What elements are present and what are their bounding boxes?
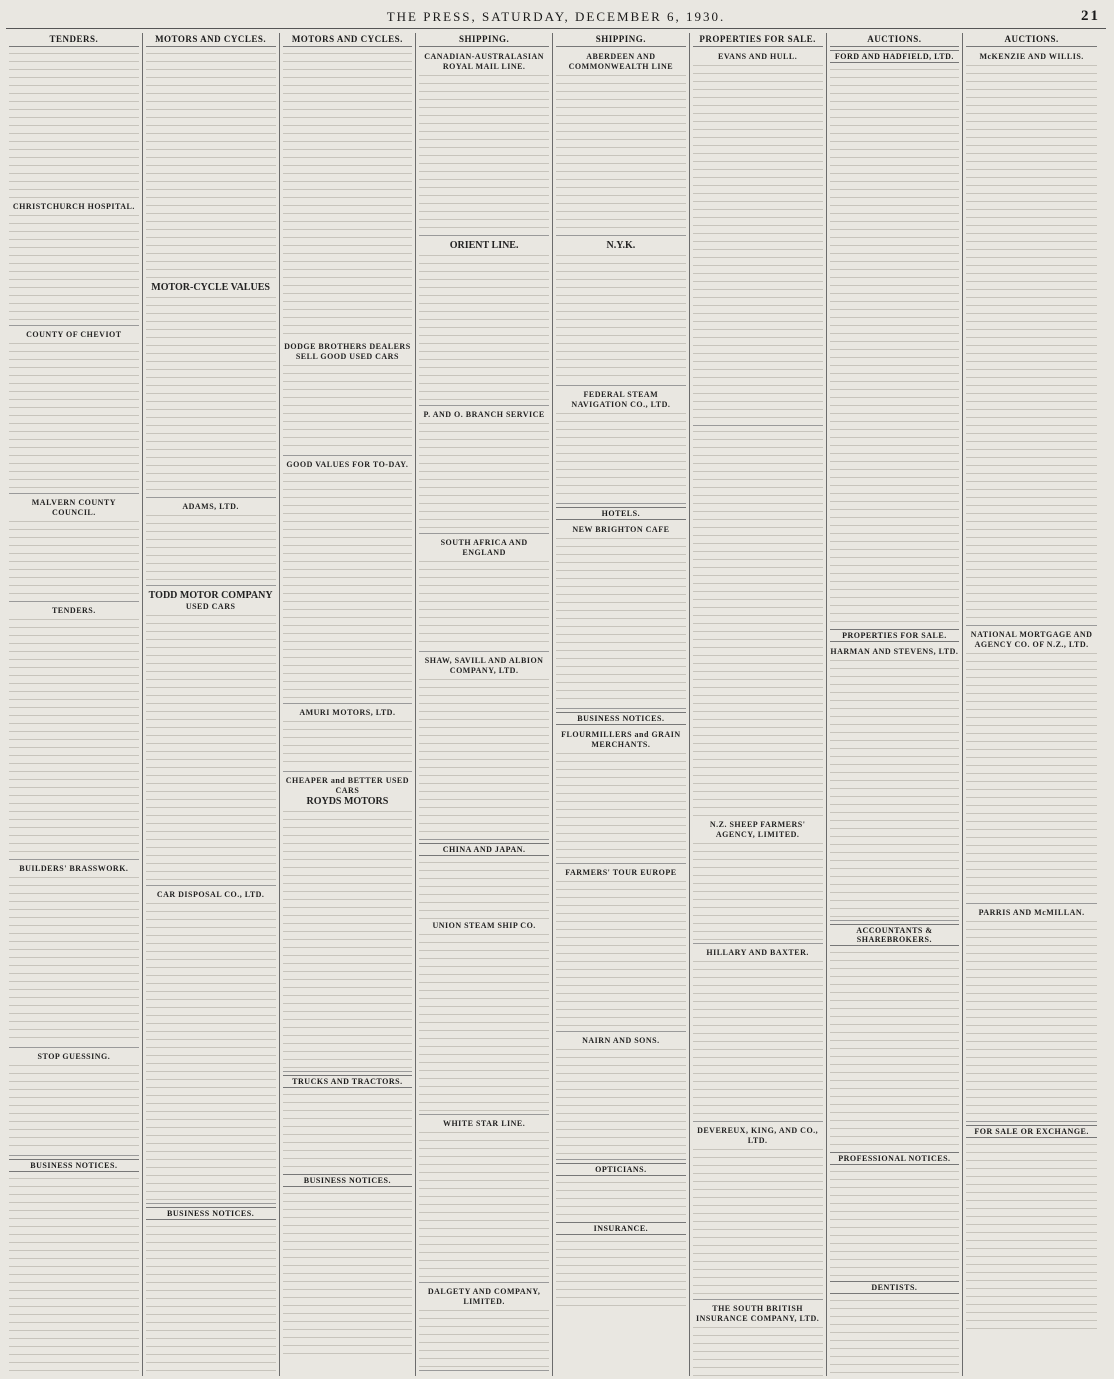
ad [9,496,139,602]
ad [556,388,686,504]
section-heading: FORD AND HADFIELD, LTD. [830,50,960,63]
ad [693,1124,823,1300]
ad [693,946,823,1122]
text-block [283,1091,413,1171]
ad-heading: McKENZIE AND WILLIS. [979,52,1084,61]
ad [830,645,960,921]
ad-heading: NAIRN AND SONS. [582,1036,660,1045]
section-heading: BUSINESS NOTICES. [9,1159,139,1172]
ad-heading: EVANS AND HULL. [718,52,798,61]
section-heading: INSURANCE. [556,1222,686,1235]
ad [556,523,686,709]
section-heading: HOTELS. [556,507,686,520]
text-block [830,949,960,1149]
column-shipping-1 [416,33,553,1376]
ad [9,1050,139,1156]
text-block [830,66,960,626]
ad [419,50,549,236]
ad [556,1034,686,1160]
column-heading: PROPERTIES FOR SALE. [693,33,823,47]
text-block [830,1297,960,1376]
section-heading: ACCOUNTANTS & SHAREBROKERS. [830,924,960,946]
text-block [419,859,549,919]
ad [146,888,276,1204]
section-heading: BUSINESS NOTICES. [556,712,686,725]
text-block [9,1175,139,1375]
ad [556,238,686,386]
column-heading: MOTORS AND CYCLES. [146,33,276,47]
ad [9,200,139,326]
section-heading: FOR SALE OR EXCHANGE. [966,1125,1097,1138]
column-auctions-1 [827,33,964,1376]
ad-heading: DALGETY AND COMPANY, LIMITED. [427,1287,541,1306]
text-block [693,428,823,818]
section-heading: PROPERTIES FOR SALE. [830,629,960,642]
ad-heading: FLOURMILLERS and GRAIN MERCHANTS. [561,730,681,749]
ad [283,706,413,772]
section-heading: TRUCKS AND TRACTORS. [283,1075,413,1088]
ad [9,604,139,860]
column-auctions-2 [963,33,1100,1376]
ad [283,340,413,456]
ad [419,408,549,534]
column-properties [690,33,827,1376]
ad-heading: P. AND O. BRANCH SERVICE [423,410,545,419]
ad [966,50,1097,626]
column-heading: SHIPPING. [419,33,549,47]
column-heading: MOTORS AND CYCLES. [283,33,413,47]
masthead [6,6,1106,29]
column-heading: SHIPPING. [556,33,686,47]
text-block [9,50,139,200]
ad [419,1117,549,1283]
ad [693,1302,823,1376]
ad [146,280,276,498]
column-motors-1 [143,33,280,1376]
section-heading: PROFESSIONAL NOTICES. [830,1152,960,1165]
ad [556,50,686,236]
ad-heading: ADAMS, LTD. [182,502,239,511]
ad-subheading: ROYDS MOTORS [306,796,389,807]
text-block [146,50,276,280]
text-block [146,1223,276,1376]
ad-heading: TENDERS. [51,606,96,615]
ad-heading: DODGE BROTHERS DEALERS SELL GOOD USED CARS [284,342,411,361]
ad-heading: NEW BRIGHTON CAFE [572,525,670,534]
ad-heading: CANADIAN-AUSTRALASIAN ROYAL MAIL LINE. [424,52,545,71]
ad-heading: CHEAPER and BETTER USED CARS [285,776,410,795]
ad-heading: THE SOUTH BRITISH INSURANCE COMPANY, LTD. [696,1304,820,1323]
ad [9,862,139,1048]
ad-heading: WHITE STAR LINE. [442,1119,526,1128]
ad-heading: ABERDEEN AND COMMONWEALTH LINE [568,52,674,71]
ad [283,774,413,1072]
ad-heading: NATIONAL MORTGAGE AND AGENCY CO. OF N.Z., LTD. [970,630,1093,649]
ad-subheading: USED CARS [185,602,236,611]
section-heading: CHINA AND JAPAN. [419,843,549,856]
ad [146,500,276,586]
text-block [556,1238,686,1308]
column-heading: TENDERS. [9,33,139,47]
ad-heading: N.Y.K. [606,240,636,251]
ad [693,50,823,426]
ad-heading: UNION STEAM SHIP CO. [432,921,536,930]
ad-heading: MALVERN COUNTY COUNCIL. [31,498,116,517]
ad-heading: FARMERS' TOUR EUROPE [565,868,677,877]
ad-heading: SHAW, SAVILL AND ALBION COMPANY, LTD. [424,656,544,675]
column-heading: AUCTIONS. [830,33,960,47]
ad [693,818,823,944]
ad-heading: STOP GUESSING. [37,1052,111,1061]
ad-heading: COUNTY OF CHEVIOT [26,330,122,339]
ad-heading: CHRISTCHURCH HOSPITAL. [12,202,135,211]
page-number: 21 [1081,8,1100,24]
ad-heading: AMURI MOTORS, LTD. [299,708,396,717]
ad-heading: SOUTH AFRICA AND ENGLAND [440,538,528,557]
ad-heading: N.Z. SHEEP FARMERS' AGENCY, LIMITED. [709,820,806,839]
column-shipping-2 [553,33,690,1376]
ad [9,328,139,494]
ad [419,1285,549,1371]
ad-heading: HARMAN AND STEVENS, LTD. [830,647,959,656]
text-block [283,1190,413,1360]
section-heading: BUSINESS NOTICES. [283,1174,413,1187]
ad-heading: BUILDERS' BRASSWORK. [19,864,129,873]
ad-heading: TODD MOTOR COMPANY [148,590,273,601]
ad [419,919,549,1115]
masthead-title: THE PRESS, SATURDAY, DECEMBER 6, 1930. [386,9,726,24]
column-heading: AUCTIONS. [966,33,1097,47]
text-block [283,50,413,340]
column-tenders [6,33,143,1376]
text-block [966,1141,1097,1331]
ad-heading: MOTOR-CYCLE VALUES [151,282,270,293]
ad-heading: ORIENT LINE. [449,240,519,251]
columns [6,33,1106,1376]
text-block [830,1168,960,1278]
section-heading: BUSINESS NOTICES. [146,1207,276,1220]
section-heading: DENTISTS. [830,1281,960,1294]
ad [556,728,686,864]
ad-heading: GOOD VALUES FOR TO-DAY. [286,460,409,469]
ad [966,628,1097,904]
ad [419,238,549,406]
ad [419,536,549,652]
ad [419,654,549,840]
ad-heading: PARRIS AND McMILLAN. [978,908,1085,917]
column-motors-2 [280,33,417,1376]
section-heading: OPTICIANS. [556,1163,686,1176]
ad-heading: HILLARY AND BAXTER. [706,948,809,957]
ad [556,866,686,1032]
ad-heading: CAR DISPOSAL CO., LTD. [156,890,265,899]
ad-heading: DEVEREUX, KING, AND CO., LTD. [697,1126,819,1145]
ad-heading: FEDERAL STEAM NAVIGATION CO., LTD. [571,390,671,409]
ad [283,458,413,704]
ad [146,588,276,886]
text-block [556,1179,686,1219]
ad [966,906,1097,1122]
